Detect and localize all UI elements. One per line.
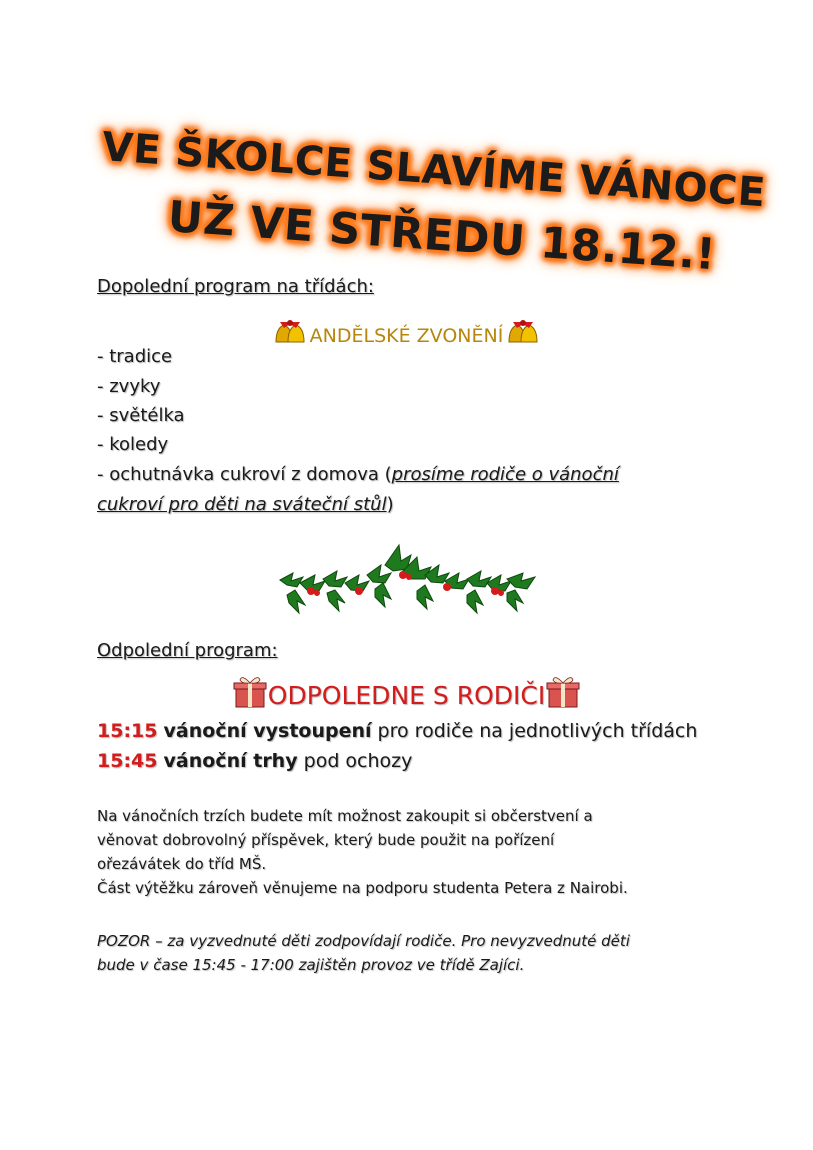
note-line: POZOR – za vyzvednuté děti zodpovídají rodiče. Pro nevyzvednuté děti <box>97 932 630 950</box>
note-paragraph <box>97 929 630 977</box>
afternoon-heading: Odpolední program: <box>97 640 278 661</box>
list-item: - tradice <box>97 346 173 367</box>
title-line-2: UŽ VE STŘEDU 18.12.! <box>166 192 718 281</box>
schedule-detail: pro rodiče na jednotlivých třídách <box>371 720 698 742</box>
list-item-suffix: ) <box>386 494 394 515</box>
info-line: ořezávátek do tříd MŠ. <box>97 855 267 873</box>
schedule-row <box>97 750 412 772</box>
afternoon-subheading-row <box>0 674 813 716</box>
morning-heading: Dopolední program na třídách: <box>97 276 374 297</box>
list-item <box>97 494 394 516</box>
schedule-detail: pod ochozy <box>297 750 413 772</box>
info-paragraph <box>97 804 628 900</box>
info-line: věnovat dobrovolný příspěvek, který bude použit na pořízení <box>97 831 555 849</box>
gift-icon <box>545 674 581 716</box>
list-item: - světélka <box>97 405 185 426</box>
schedule-event: vánoční vystoupení <box>163 720 372 742</box>
holly-garland-icon <box>275 535 540 620</box>
schedule-time: 15:15 <box>97 720 158 742</box>
list-item-prefix: - ochutnávka cukroví z domova ( <box>97 464 392 485</box>
schedule-event: vánoční trhy <box>163 750 298 772</box>
bell-icon <box>503 316 543 351</box>
info-line: Na vánočních trzích budete mít možnost zakoupit si občerstvení a <box>97 807 593 825</box>
title-banner <box>88 110 768 281</box>
list-item <box>97 464 619 486</box>
gift-icon <box>232 674 268 716</box>
note-line: bude v čase 15:45 - 17:00 zajištěn provoz ve třídě Zajíci. <box>97 956 525 974</box>
list-item-note: cukroví pro děti na sváteční stůl <box>97 494 387 515</box>
info-line: Část výtěžku zároveň věnujeme na podporu studenta Petera z Nairobi. <box>97 879 628 897</box>
bell-icon <box>270 316 310 351</box>
afternoon-subheading: ODPOLEDNE S RODIČI <box>267 681 546 710</box>
list-item-note: prosíme rodiče o vánoční <box>391 464 619 485</box>
schedule-row <box>97 720 697 742</box>
title-line-1: VE ŠKOLCE SLAVÍME VÁNOCE <box>100 124 768 217</box>
morning-subheading: ANDĚLSKÉ ZVONĚNÍ <box>309 325 504 347</box>
list-item: - zvyky <box>97 376 161 397</box>
schedule-time: 15:45 <box>97 750 158 772</box>
list-item: - koledy <box>97 434 169 455</box>
